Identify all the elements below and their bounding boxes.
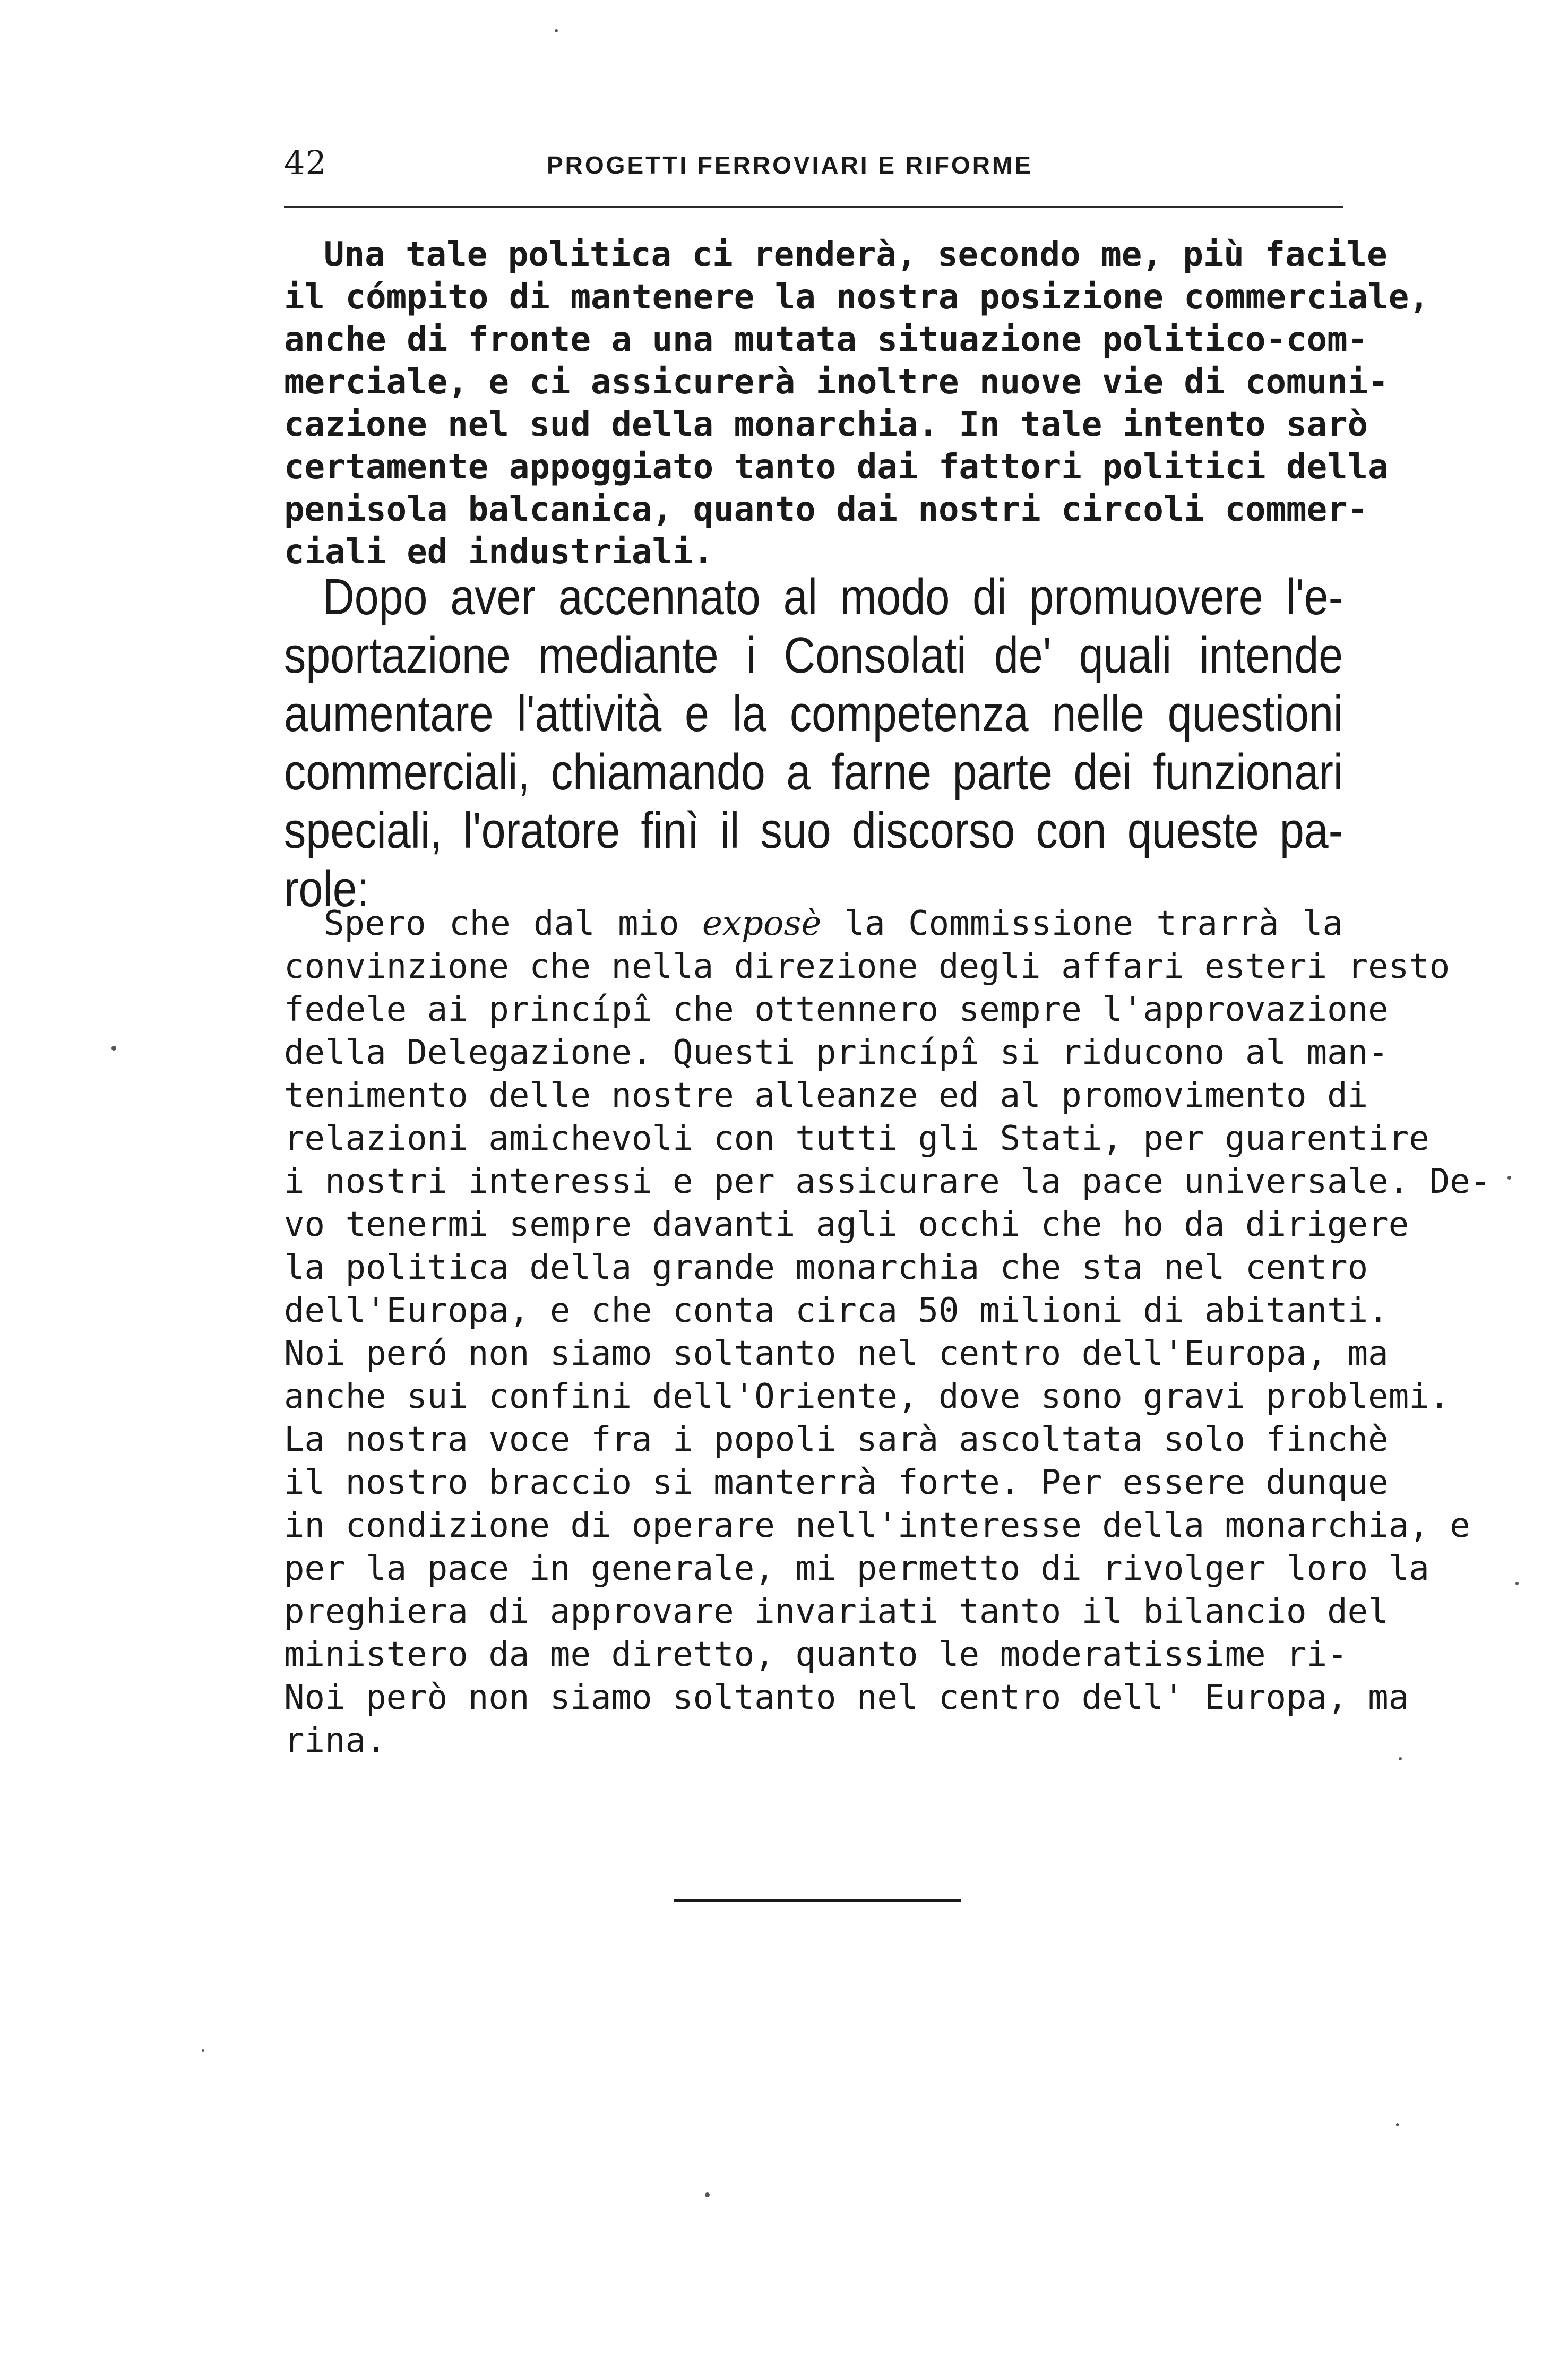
text-line: penisola balcanica, quanto dai nostri circoli commer- [284, 490, 1368, 529]
text-line: commerciali, chiamando a farne parte dei funzionari [284, 744, 1343, 801]
text-line: role: [284, 861, 369, 917]
text-line: tenimento delle nostre alleanze ed al promovimento di [284, 1076, 1368, 1115]
running-title: PROGETTI FERROVIARI E RIFORME [547, 151, 1033, 179]
text-line: merciale, e ci assicurerà inoltre nuove vie di comuni- [284, 363, 1389, 402]
text-line: La nostra voce fra i popoli sarà ascoltata solo finchè [284, 1420, 1389, 1459]
paper-speck [1515, 1582, 1519, 1585]
paper-speck [111, 1046, 116, 1051]
text-line: convinzione che nella direzione degli affari esteri resto [284, 947, 1450, 986]
paper-speck [555, 29, 558, 32]
text-line: sportazione mediante i Consolati de' quali intende [284, 627, 1343, 684]
text-line: cazione nel sud della monarchia. In tale intento sarò [284, 405, 1368, 444]
text-line: per la pace in generale, mi permetto di rivolger loro la [284, 1549, 1429, 1588]
paper-speck [705, 2192, 710, 2197]
text-line: Dopo aver accennato al modo di promuovere l'e- [323, 569, 1343, 625]
text-line: ministero da me diretto, quanto le moderatissime ri- [284, 1635, 1348, 1674]
closing-rule [674, 1899, 961, 1902]
text-line: preghiera di approvare invariati tanto il bilancio del [284, 1592, 1389, 1631]
narrative-paragraph [284, 568, 1343, 918]
text-line: anche di fronte a una mutata situazione politico-com- [284, 320, 1368, 359]
text-line: Noi peró non siamo soltanto nel centro dell'Europa, ma [284, 1334, 1389, 1373]
text-line: aumentare l'attività e la competenza nelle questioni [284, 685, 1343, 742]
text-line: i nostri interessi e per assicurare la pace universale. De- [284, 1162, 1491, 1201]
paper-speck [1396, 2123, 1399, 2126]
text-line: Una tale politica ci renderà, secondo me, più facile [324, 235, 1388, 274]
paper-speck [1399, 1757, 1402, 1760]
text-line: anche sui confini dell'Oriente, dove sono gravi problemi. [284, 1377, 1450, 1416]
text-line: certamente appoggiato tanto dai fattori politici della [284, 448, 1389, 487]
text-line: speciali, l'oratore finì il suo discorso con queste pa- [284, 802, 1343, 859]
text-line: della Delegazione. Questi princípî si riducono al man- [284, 1033, 1389, 1072]
quoted-paragraph-2 [284, 902, 1491, 1762]
text-line: il cómpito di mantenere la nostra posizione commerciale, [284, 278, 1429, 317]
text-line: ciali ed industriali. [284, 532, 714, 572]
text-line: la politica della grande monarchia che sta nel centro [284, 1248, 1368, 1287]
text-line: relazioni amichevoli con tutti gli Stati, per guarentire [284, 1119, 1429, 1158]
quoted-paragraph-1 [284, 234, 1429, 573]
text-line: rina. [284, 1721, 386, 1760]
text-line [284, 902, 1343, 945]
header-rule [284, 206, 1343, 208]
italic-word: exposè [702, 904, 822, 943]
text-run: Spero che dal mio [324, 904, 703, 943]
text-line: fedele ai princípî che ottennero sempre l'approvazione [284, 990, 1389, 1029]
page-header [284, 143, 1343, 191]
text-run: la Commissione trarrà la [821, 904, 1343, 943]
text-line: vo tenermi sempre davanti agli occhi che ho da dirigere [284, 1205, 1409, 1244]
paper-speck [202, 2049, 204, 2052]
text-line: in condizione di operare nell'interesse della monarchia, e [284, 1506, 1470, 1545]
page-number: 42 [284, 143, 327, 182]
text-line: dell'Europa, e che conta circa 50 milioni di abitanti. [284, 1291, 1389, 1330]
text-line: Noi però non siamo soltanto nel centro dell' Europa, ma [284, 1678, 1409, 1717]
text-line: il nostro braccio si manterrà forte. Per essere dunque [284, 1463, 1389, 1502]
paper-speck [1507, 1176, 1511, 1180]
